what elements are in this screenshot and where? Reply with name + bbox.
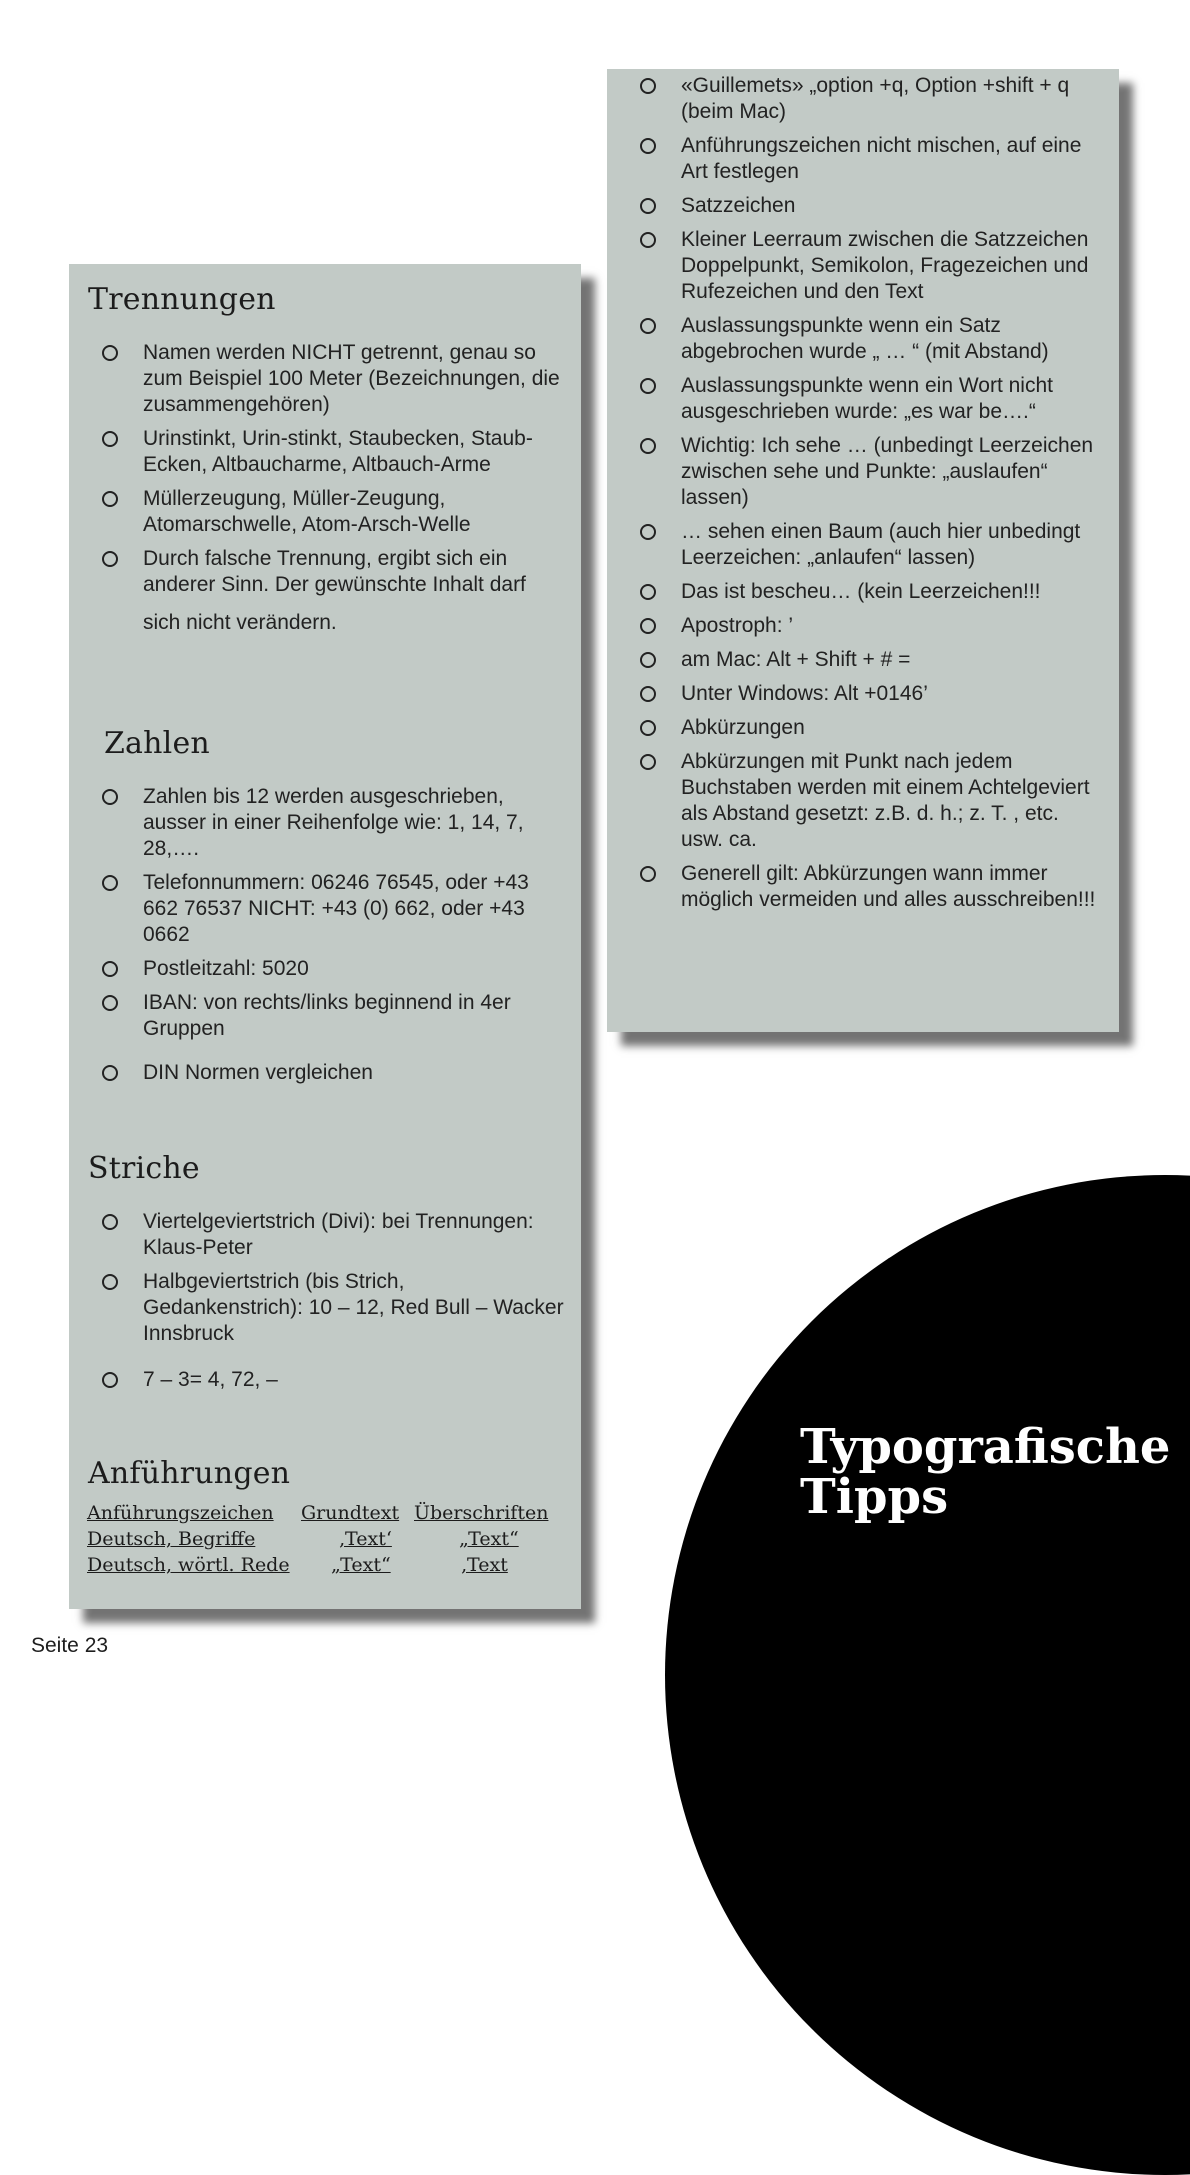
bullet-circle-icon	[640, 138, 656, 154]
list-item: Satzzeichen	[635, 193, 1101, 219]
bullet-circle-icon	[102, 345, 118, 361]
list-item: Unter Windows: Alt +0146’	[635, 681, 1101, 707]
bullet-circle-icon	[640, 198, 656, 214]
page-title-line-1: Typografische	[800, 1419, 1171, 1475]
bullet-circle-icon	[102, 1065, 118, 1081]
bullet-circle-icon	[640, 78, 656, 94]
page-number: Seite 23	[31, 1634, 109, 1657]
heading-anfuehrungen: Anführungen	[88, 1456, 291, 1491]
list-item: Namen werden NICHT getrennt, genau so zum Beispiel 100 Meter (Bezeichnungen, die zusammengehören)	[97, 340, 567, 418]
bullet-circle-icon	[640, 318, 656, 334]
bullet-circle-icon	[640, 866, 656, 882]
heading-trennungen: Trennungen	[88, 282, 276, 317]
list-item: Zahlen bis 12 werden ausgeschrieben, ausser in einer Reihenfolge wie: 1, 14, 7, 28,….	[97, 784, 567, 862]
table-cell: ‚Text‘	[339, 1528, 392, 1550]
table-cell: „Text“	[459, 1528, 519, 1550]
list-item: Müllerzeugung, Müller-Zeugung, Atomarschwelle, Atom-Arsch-Welle	[97, 486, 567, 538]
bullet-circle-icon	[102, 1372, 118, 1388]
list-item: Postleitzahl: 5020	[97, 956, 567, 982]
bullet-circle-icon	[102, 491, 118, 507]
bullet-circle-icon	[640, 618, 656, 634]
list-item: Halbgeviertstrich (bis Strich, Gedankenstrich): 10 – 12, Red Bull – Wacker Innsbruck	[97, 1269, 567, 1347]
table-cell: ‚Text	[461, 1554, 508, 1576]
list-item: Auslassungspunkte wenn ein Wort nicht ausgeschrieben wurde: „es war be….“	[635, 373, 1101, 425]
bullet-circle-icon	[640, 584, 656, 600]
list-zahlen	[97, 784, 567, 1094]
bullet-circle-icon	[102, 551, 118, 567]
bullet-circle-icon	[640, 754, 656, 770]
list-item: 7 – 3= 4, 72, –	[97, 1367, 567, 1393]
list-item: Kleiner Leerraum zwischen die Satzzeichen Doppelpunkt, Semikolon, Fragezeichen und Rufezeichen und den Text	[635, 227, 1101, 305]
list-item: … sehen einen Baum (auch hier unbedingt Leerzeichen: „anlaufen“ lassen)	[635, 519, 1101, 571]
bullet-circle-icon	[640, 378, 656, 394]
list-item: am Mac: Alt + Shift + # =	[635, 647, 1101, 673]
heading-striche: Striche	[88, 1151, 200, 1186]
right-panel	[607, 69, 1119, 1032]
page-title-line-2: Tipps	[800, 1469, 949, 1525]
list-item: Auslassungspunkte wenn ein Satz abgebrochen wurde „ … “ (mit Abstand)	[635, 313, 1101, 365]
list-item: «Guillemets» „option +q, Option +shift + q (beim Mac)	[635, 73, 1101, 125]
bullet-circle-icon	[102, 961, 118, 977]
table-header-row	[87, 1502, 557, 1528]
table-row	[87, 1528, 557, 1554]
bullet-circle-icon	[640, 652, 656, 668]
bullet-circle-icon	[102, 995, 118, 1011]
list-item: Viertelgeviertstrich (Divi): bei Trennungen: Klaus-Peter	[97, 1209, 567, 1261]
left-panel	[69, 264, 581, 1609]
bullet-circle-icon	[102, 1274, 118, 1290]
table-header-cell: Anführungszeichen	[87, 1502, 274, 1524]
list-item: Abkürzungen mit Punkt nach jedem Buchstaben werden mit einem Achtelgeviert als Abstand gesetzt: z.B. d. h.; z. T. , etc. usw. ca.	[635, 749, 1101, 853]
list-item: IBAN: von rechts/links beginnend in 4er Gruppen	[97, 990, 567, 1042]
table-header-cell: Grundtext	[301, 1502, 400, 1524]
bullet-circle-icon	[102, 875, 118, 891]
decorative-black-circle	[665, 1175, 1190, 2175]
table-cell: „Text“	[331, 1554, 391, 1576]
list-item: Abkürzungen	[635, 715, 1101, 741]
list-item: Durch falsche Trennung, ergibt sich ein anderer Sinn. Der gewünschte Inhalt darf sich nicht verändern.	[97, 546, 567, 636]
table-header-cell: Überschriften	[414, 1502, 549, 1524]
list-satzzeichen	[635, 73, 1101, 921]
page-title	[800, 1419, 1171, 1525]
bullet-circle-icon	[102, 789, 118, 805]
list-item: Generell gilt: Abkürzungen wann immer möglich vermeiden und alles ausschreiben!!!	[635, 861, 1101, 913]
table-cell: Deutsch, wörtl. Rede	[87, 1554, 290, 1576]
list-item: Apostroph: ’	[635, 613, 1101, 639]
list-trennungen	[97, 340, 567, 644]
list-item-continuation: sich nicht verändern.	[143, 611, 337, 634]
list-item: DIN Normen vergleichen	[97, 1060, 567, 1086]
bullet-circle-icon	[640, 438, 656, 454]
list-item: Wichtig: Ich sehe … (unbedingt Leerzeichen zwischen sehe und Punkte: „auslaufen“ lassen)	[635, 433, 1101, 511]
list-striche	[97, 1209, 567, 1401]
list-item: Telefonnummern: 06246 76545, oder +43 662 76537 NICHT: +43 (0) 662, oder +43 0662	[97, 870, 567, 948]
bullet-circle-icon	[640, 232, 656, 248]
list-item: Das ist bescheu… (kein Leerzeichen!!!	[635, 579, 1101, 605]
table-row	[87, 1554, 557, 1580]
list-item: Anführungszeichen nicht mischen, auf eine Art festlegen	[635, 133, 1101, 185]
bullet-circle-icon	[640, 720, 656, 736]
list-item: Urinstinkt, Urin-stinkt, Staubecken, Staub-Ecken, Altbaucharme, Altbauch-Arme	[97, 426, 567, 478]
table-cell: Deutsch, Begriffe	[87, 1528, 256, 1550]
heading-zahlen: Zahlen	[104, 726, 210, 761]
bullet-circle-icon	[102, 1214, 118, 1230]
bullet-circle-icon	[640, 524, 656, 540]
bullet-circle-icon	[102, 431, 118, 447]
bullet-circle-icon	[640, 686, 656, 702]
quotes-table	[87, 1502, 557, 1580]
